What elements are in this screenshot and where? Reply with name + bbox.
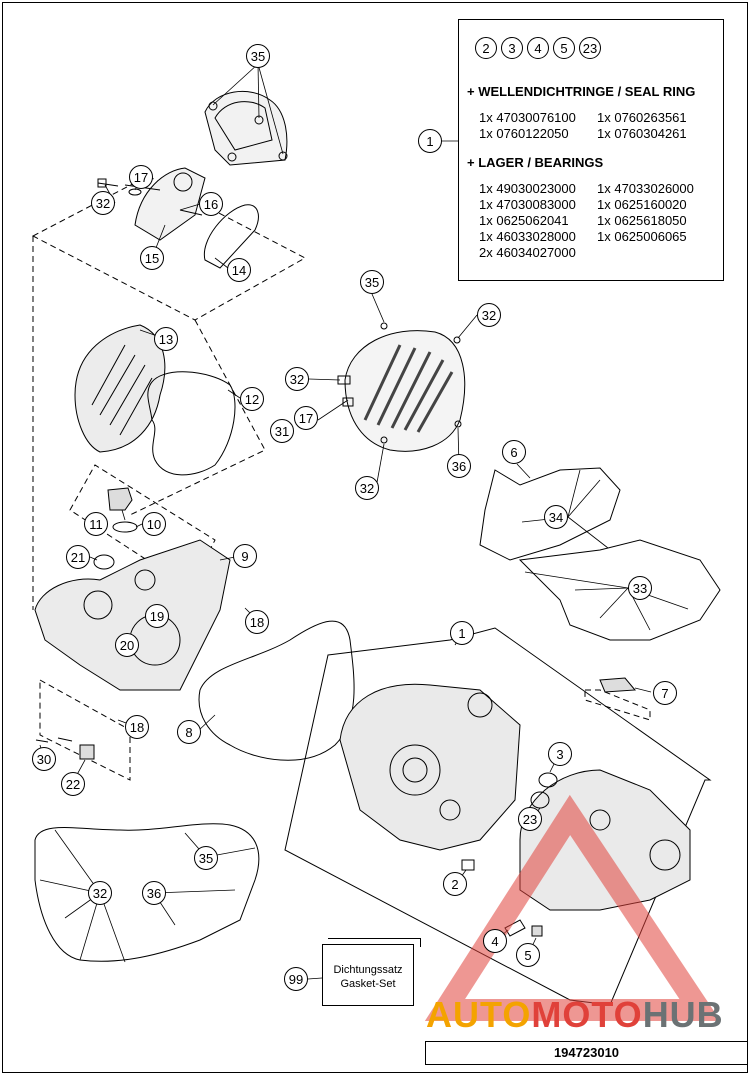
bearing-item: 1x 0625062041 — [479, 213, 569, 228]
callout-19: 19 — [145, 604, 169, 628]
included-part-circle: 4 — [527, 37, 549, 59]
gasket-set-label-de: Dichtungssatz — [333, 964, 403, 976]
callout-34: 34 — [544, 505, 568, 529]
callout-4: 4 — [483, 929, 507, 953]
seal-ring-item: 1x 47030076100 — [479, 110, 576, 125]
callout-22: 22 — [61, 772, 85, 796]
included-parts-circles — [475, 37, 601, 59]
watermark-brand-text — [426, 994, 724, 1036]
bearing-item: 2x 46034027000 — [479, 245, 576, 260]
bearing-item — [597, 245, 727, 261]
callout-36-gasket: 36 — [142, 881, 166, 905]
callout-30: 30 — [32, 747, 56, 771]
ignition-cover-right-shape — [338, 323, 465, 451]
gasket-set-label-en: Gasket-Set — [340, 978, 396, 990]
callout-3: 3 — [548, 742, 572, 766]
included-part-circle: 5 — [553, 37, 575, 59]
watermark-part-auto: AUTO — [426, 994, 532, 1035]
callout-17-top: 17 — [129, 165, 153, 189]
callout-32-left: 32 — [91, 191, 115, 215]
callout-33: 33 — [628, 576, 652, 600]
callout-23: 23 — [518, 807, 542, 831]
callout-16: 16 — [199, 192, 223, 216]
callout-35-gasket: 35 — [194, 846, 218, 870]
included-part-circle: 2 — [475, 37, 497, 59]
callout-10: 10 — [142, 512, 166, 536]
callout-35-water-pump-cover: 35 — [246, 44, 270, 68]
bearing-3-shape — [539, 773, 557, 787]
callout-18-right: 18 — [245, 610, 269, 634]
callout-2: 2 — [443, 872, 467, 896]
crankcase-left-shape — [340, 684, 520, 850]
callout-99: 99 — [284, 967, 308, 991]
seal-ring-list — [479, 110, 727, 142]
bearings-list — [479, 181, 727, 261]
callout-1-info: 1 — [418, 129, 442, 153]
callout-21: 21 — [66, 545, 90, 569]
callout-36-cover: 36 — [447, 454, 471, 478]
dashed-frame-bolt-7 — [585, 690, 650, 720]
seal-ring-item: 1x 0760304261 — [597, 126, 687, 141]
callout-12: 12 — [240, 387, 264, 411]
bearing-item: 1x 47030083000 — [479, 197, 576, 212]
callout-5: 5 — [516, 943, 540, 967]
callout-20: 20 — [115, 633, 139, 657]
bearing-item: 1x 47033026000 — [597, 181, 694, 196]
callout-14: 14 — [227, 258, 251, 282]
bearing-item: 1x 46033028000 — [479, 229, 576, 244]
filler-plug-shape — [108, 488, 132, 510]
callout-18-bottom: 18 — [125, 715, 149, 739]
callout-13: 13 — [154, 327, 178, 351]
callout-15: 15 — [140, 246, 164, 270]
callout-32-cover-left: 32 — [285, 367, 309, 391]
seal-ring-item: 1x 0760122050 — [479, 126, 569, 141]
callout-32-cover-bottom: 32 — [355, 476, 379, 500]
callout-11: 11 — [84, 512, 108, 536]
included-part-circle: 23 — [579, 37, 601, 59]
screw-5-shape — [532, 926, 542, 936]
callout-9: 9 — [233, 544, 257, 568]
shaft-seal-21-shape — [94, 555, 114, 569]
bearing-item: 1x 0625006065 — [597, 229, 687, 244]
parts-info-box — [458, 19, 724, 281]
callout-8: 8 — [177, 720, 201, 744]
bearing-item: 1x 0625618050 — [597, 213, 687, 228]
bearings-heading: + LAGER / BEARINGS — [467, 155, 604, 170]
callout-31: 31 — [270, 419, 294, 443]
clutch-cover-shape — [35, 540, 230, 690]
callout-6: 6 — [502, 440, 526, 464]
bearing-item: 1x 49030023000 — [479, 181, 576, 196]
callout-32-cover-right: 32 — [477, 303, 501, 327]
plug-7-shape — [600, 678, 635, 692]
bush-2-shape — [462, 860, 474, 870]
gasket-set-box — [322, 944, 414, 1006]
clutch-cover-gasket-shape — [199, 621, 354, 760]
included-part-circle: 3 — [501, 37, 523, 59]
seal-ring-item: 1x 0760263561 — [597, 110, 687, 125]
watermark-part-moto: MOTO — [531, 994, 643, 1035]
water-pump-cover-shape — [205, 91, 287, 165]
bearing-item: 1x 0625160020 — [597, 197, 687, 212]
callout-17-cover: 17 — [294, 406, 318, 430]
seal-ring-heading: + WELLENDICHTRINGE / SEAL RING — [467, 84, 696, 99]
filler-o-ring-shape — [113, 522, 137, 532]
crankcase-gasket-right-shape — [520, 540, 720, 640]
diagram-number: 194723010 — [425, 1041, 748, 1065]
ignition-cover-left-shape — [75, 325, 165, 452]
watermark-part-hub: HUB — [642, 994, 724, 1035]
callout-7: 7 — [653, 681, 677, 705]
callout-35-ignition-cover: 35 — [360, 270, 384, 294]
callout-32-gasket: 32 — [88, 881, 112, 905]
callout-1-crankcase: 1 — [450, 621, 474, 645]
